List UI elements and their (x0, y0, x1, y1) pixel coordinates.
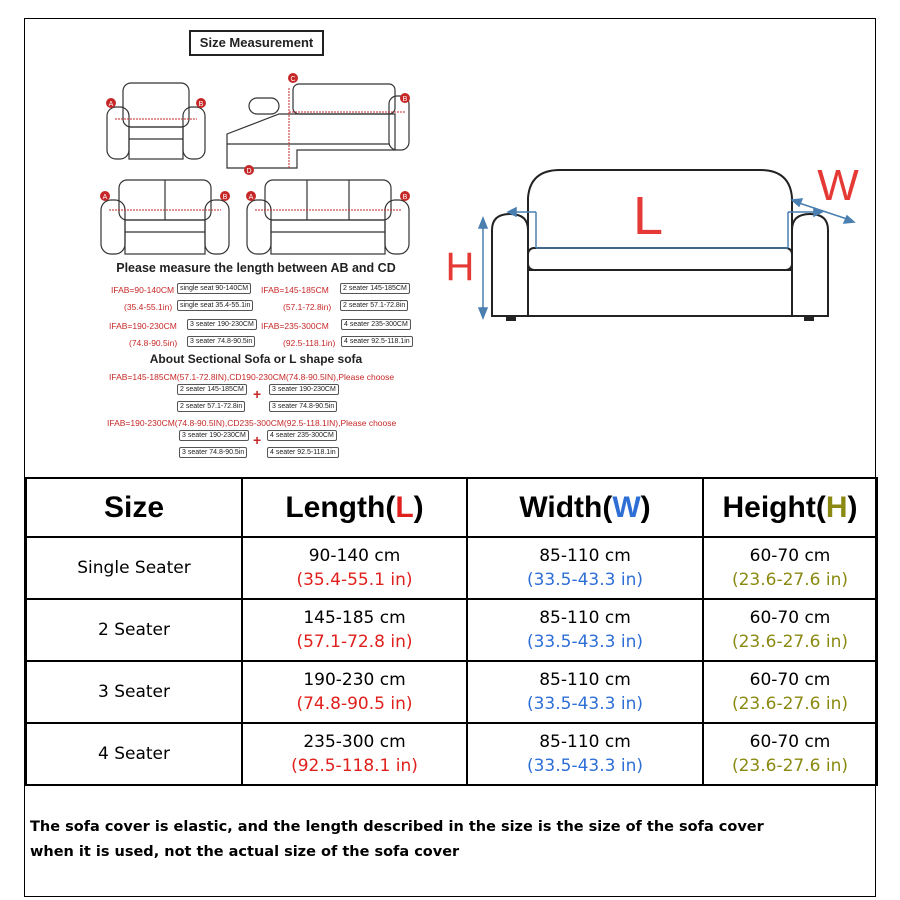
header-width-letter: W (612, 490, 641, 524)
row-length: 145-185 cm (57.1-72.8 in) (242, 599, 467, 661)
three-seat-sofa-diagram (243, 174, 413, 260)
row-length: 190-230 cm (74.8-90.5 in) (242, 661, 467, 723)
table-row (26, 537, 877, 599)
marker-a-2: A (102, 194, 108, 201)
range-3-ifab: IFAB=190-230CM (109, 321, 177, 331)
marker-c: C (290, 76, 296, 83)
range-2-inch: (57.1-72.8in) (283, 302, 332, 312)
table-row (26, 661, 877, 723)
range-3-box-cm: 3 seater 190-230CM (187, 319, 257, 330)
row-length: 235-300 cm (92.5-118.1 in) (242, 723, 467, 785)
armchair-diagram (101, 77, 211, 167)
range-4-ifab: IFAB=235-300CM (261, 321, 329, 331)
table-row (26, 723, 877, 785)
range-2-box-in: 2 seater 57.1-72.8in (340, 300, 408, 311)
range-3-box-in: 3 seater 74.8-90.5in (187, 336, 255, 347)
row-height: 60-70 cm (23.6-27.6 in) (703, 661, 877, 723)
row-width: 85-110 cm (33.5-43.3 in) (467, 661, 703, 723)
size-table (25, 477, 878, 786)
row-length: 90-140 cm (35.4-55.1 in) (242, 537, 467, 599)
marker-a-3: A (248, 194, 254, 201)
row-width: 85-110 cm (33.5-43.3 in) (467, 537, 703, 599)
sofa-dimension-diagram (430, 140, 870, 340)
marker-a: A (108, 101, 114, 108)
elastic-note-line-2: when it is used, not the actual size of the sofa cover (30, 844, 460, 860)
range-1-ifab: IFAB=90-140CM (111, 285, 175, 295)
size-measurement-guide (91, 22, 421, 466)
header-height: Height(H) (703, 478, 877, 537)
sectional-1-line: IFAB=145-185CM(57.1-72.8IN),CD190-230CM(74.8-90.5IN),Please choose (109, 372, 395, 382)
sectional-heading: About Sectional Sofa or L shape sofa (149, 352, 363, 366)
range-3-inch: (74.8-90.5in) (129, 338, 178, 348)
measure-heading: Please measure the length between AB and CD (116, 261, 396, 275)
header-width: Width(W) (467, 478, 703, 537)
row-size: 4 Seater (26, 723, 242, 785)
row-size: 2 Seater (26, 599, 242, 661)
row-size: 3 Seater (26, 661, 242, 723)
row-width: 85-110 cm (33.5-43.3 in) (467, 599, 703, 661)
sectional-2-right-in: 4 seater 92.5-118.1in (267, 447, 339, 458)
marker-b-4: B (402, 194, 408, 201)
elastic-note-line-1: The sofa cover is elastic, and the length described in the size is the size of the sofa cover (30, 819, 764, 835)
length-letter: L (632, 186, 664, 246)
marker-b-2: B (402, 96, 408, 103)
header-height-letter: H (825, 490, 848, 524)
marker-b: B (198, 101, 204, 108)
range-4-box-cm: 4 seater 235-300CM (341, 319, 411, 330)
sectional-1-left-in: 2 seater 57.1-72.8in (177, 401, 245, 412)
header-size: Size (26, 478, 242, 537)
marker-d: D (246, 168, 252, 175)
loveseat-diagram (97, 174, 232, 260)
range-4-box-in: 4 seater 92.5-118.1in (341, 336, 413, 347)
row-height: 60-70 cm (23.6-27.6 in) (703, 599, 877, 661)
sectional-2-plus: + (253, 432, 262, 448)
range-4-inch: (92.5-118.1in) (283, 338, 336, 348)
row-size: Single Seater (26, 537, 242, 599)
height-letter: H (445, 245, 475, 289)
sectional-2-left-cm: 3 seater 190-230CM (179, 430, 249, 441)
l-shape-sofa-diagram (219, 70, 419, 180)
row-width: 85-110 cm (33.5-43.3 in) (467, 723, 703, 785)
guide-title: Size Measurement (189, 30, 324, 56)
sectional-1-right-cm: 3 seater 190-230CM (269, 384, 339, 395)
elastic-note (30, 815, 870, 865)
sectional-2-line: IFAB=190-230CM(74.8-90.5IN),CD235-300CM(92.5-118.1IN),Please choose (107, 418, 397, 428)
header-length: Length(L) (242, 478, 467, 537)
sectional-1-plus: + (253, 386, 262, 402)
range-1-box-in: single seat 35.4-55.1in (177, 300, 253, 311)
marker-b-3: B (222, 194, 228, 201)
sectional-2-left-in: 3 seater 74.8-90.5in (179, 447, 247, 458)
sectional-1-left-cm: 2 seater 145-185CM (177, 384, 247, 395)
range-2-box-cm: 2 seater 145-185CM (340, 283, 410, 294)
range-1-inch: (35.4-55.1in) (124, 302, 173, 312)
header-length-letter: L (395, 490, 414, 524)
width-letter: W (817, 161, 859, 210)
sectional-2-right-cm: 4 seater 235-300CM (267, 430, 337, 441)
table-header-row (26, 478, 877, 537)
row-height: 60-70 cm (23.6-27.6 in) (703, 723, 877, 785)
range-2-ifab: IFAB=145-185CM (261, 285, 329, 295)
range-1-box-cm: single seat 90-140CM (177, 283, 251, 294)
row-height: 60-70 cm (23.6-27.6 in) (703, 537, 877, 599)
sectional-1-right-in: 3 seater 74.8-90.5in (269, 401, 337, 412)
table-row (26, 599, 877, 661)
